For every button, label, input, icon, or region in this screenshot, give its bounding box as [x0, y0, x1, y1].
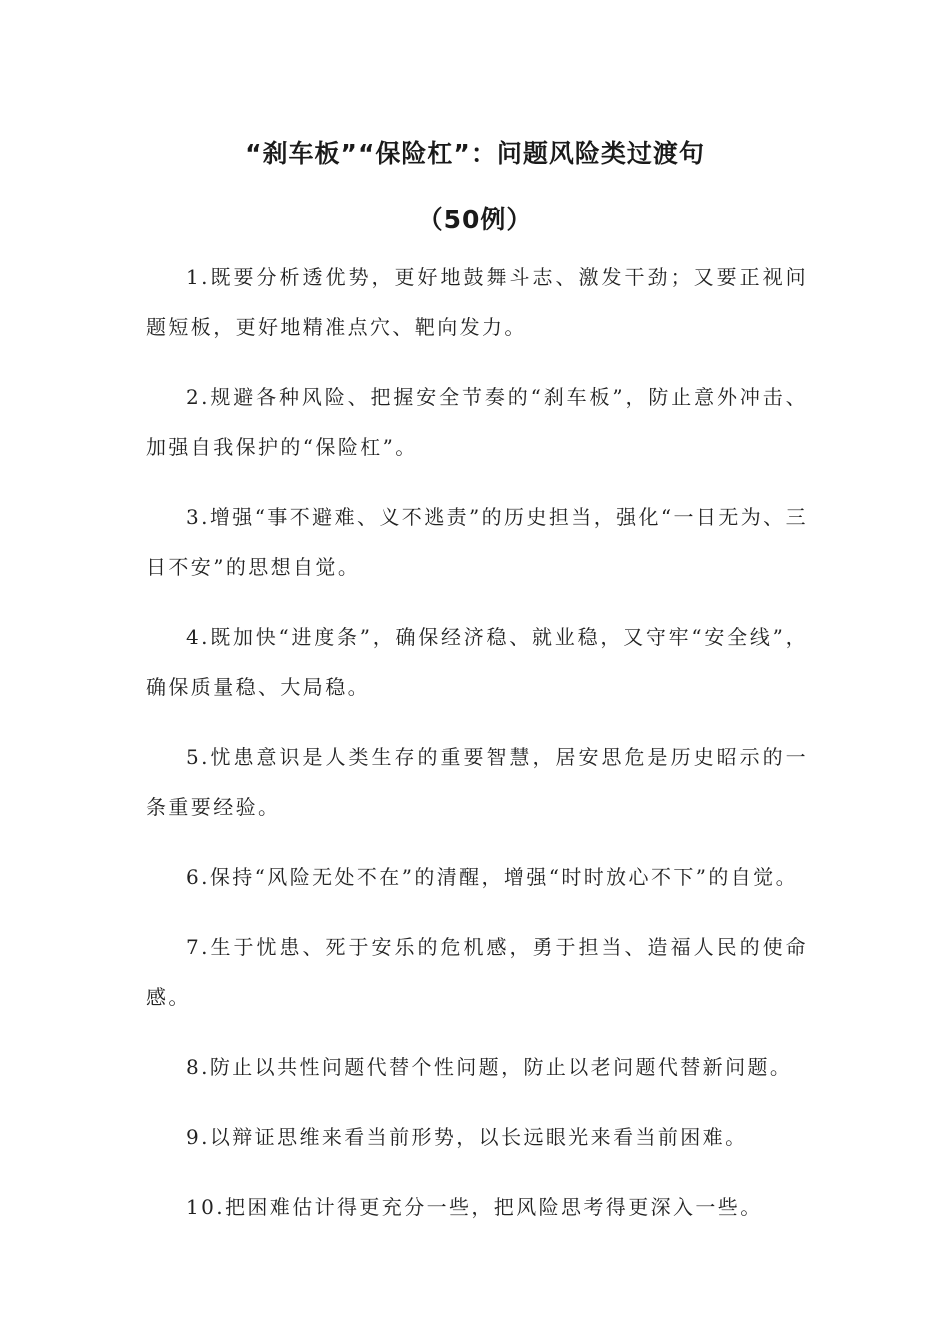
- list-item: 7.生于忧患、死于安乐的危机感，勇于担当、造福人民的使命感。: [146, 935, 808, 1009]
- document-title: “刹车板”“保险杠”：问题风险类过渡句: [245, 139, 705, 168]
- list-item: 3.增强“事不避难、义不逃责”的历史担当，强化“一日无为、三日不安”的思想自觉。: [146, 505, 808, 579]
- list-item: 1.既要分析透优势，更好地鼓舞斗志、激发干劲；又要正视问题短板，更好地精准点穴、靶向发力。: [146, 265, 808, 339]
- list-item: 2.规避各种风险、把握安全节奏的“刹车板”，防止意外冲击、加强自我保护的“保险杠”。: [146, 385, 808, 459]
- list-item: 10.把困难估计得更充分一些，把风险思考得更深入一些。: [186, 1195, 763, 1219]
- list-item: 9.以辩证思维来看当前形势，以长远眼光来看当前困难。: [186, 1125, 748, 1149]
- document-body: [146, 252, 808, 1252]
- list-item: 8.防止以共性问题代替个性问题，防止以老问题代替新问题。: [186, 1055, 793, 1079]
- list-item: 5.忧患意识是人类生存的重要智慧，居安思危是历史昭示的一条重要经验。: [146, 745, 808, 819]
- list-item: 4.既加快“进度条”，确保经济稳、就业稳，又守牢“安全线”，确保质量稳、大局稳。: [146, 625, 808, 699]
- document-subtitle: （50例）: [417, 205, 533, 234]
- list-item: 6.保持“风险无处不在”的清醒，增强“时时放心不下”的自觉。: [186, 865, 798, 889]
